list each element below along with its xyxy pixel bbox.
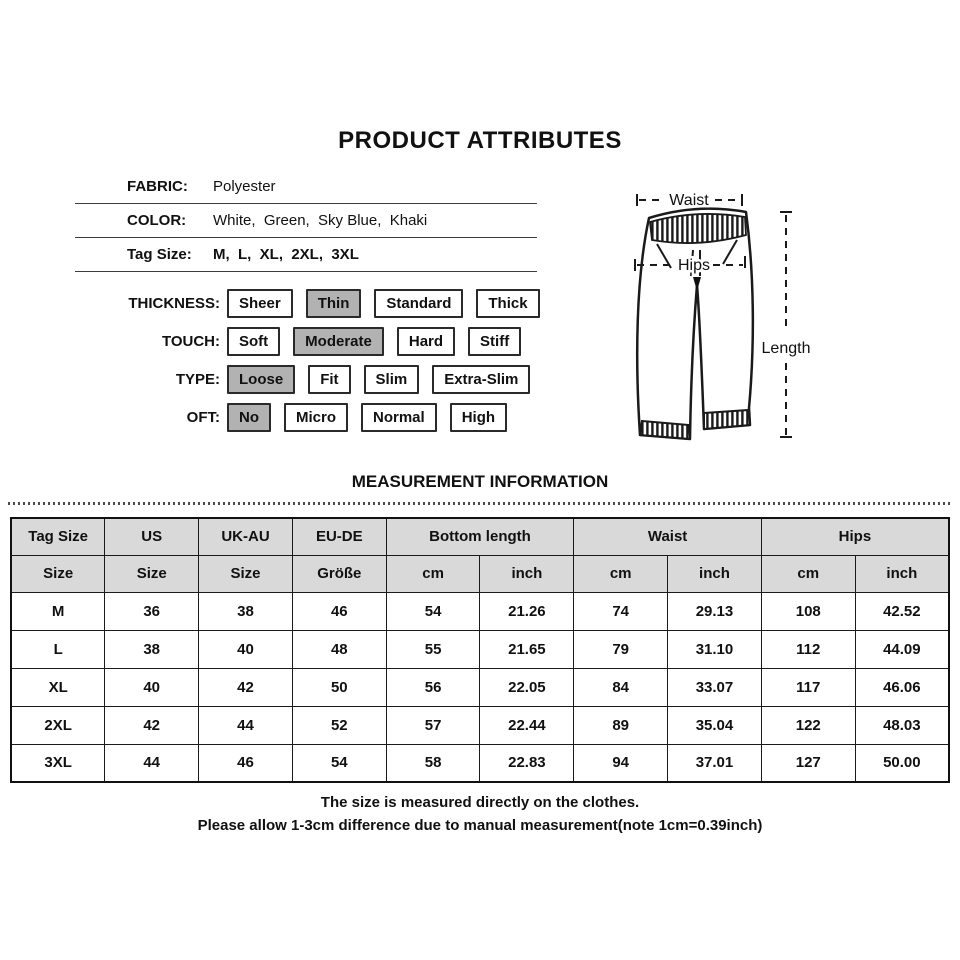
table-cell: 112 xyxy=(761,630,855,668)
option-row xyxy=(75,360,555,398)
size-table-subheader-cell: cm xyxy=(574,555,668,592)
option-row-label: TOUCH: xyxy=(161,332,220,350)
size-table-header-cell: Waist xyxy=(574,518,762,555)
option-no[interactable]: No xyxy=(227,403,271,432)
size-table-header-cell: Bottom length xyxy=(386,518,574,555)
table-cell: 94 xyxy=(574,744,668,782)
pants-measurement-diagram xyxy=(600,160,820,460)
field-label: Tag Size: xyxy=(127,246,192,263)
table-cell: 46 xyxy=(292,592,386,630)
size-table-subheader-cell: Size xyxy=(11,555,105,592)
table-cell: 38 xyxy=(105,630,199,668)
table-cell: XL xyxy=(11,668,105,706)
length-label: Length xyxy=(761,340,811,357)
left-cuff xyxy=(640,421,690,439)
table-row xyxy=(11,706,949,744)
option-slim[interactable]: Slim xyxy=(364,365,420,394)
table-cell: 127 xyxy=(761,744,855,782)
table-cell: L xyxy=(11,630,105,668)
table-cell: 74 xyxy=(574,592,668,630)
product-option-rows xyxy=(75,284,555,436)
table-cell: 48.03 xyxy=(855,706,949,744)
option-row xyxy=(75,284,555,322)
table-cell: 54 xyxy=(292,744,386,782)
attribute-field-row xyxy=(75,170,537,204)
option-buttons xyxy=(227,289,540,318)
option-thin[interactable]: Thin xyxy=(306,289,362,318)
table-cell: 50.00 xyxy=(855,744,949,782)
table-cell: 22.05 xyxy=(480,668,574,706)
page-title: PRODUCT ATTRIBUTES xyxy=(338,127,622,154)
table-cell: 22.83 xyxy=(480,744,574,782)
size-table-subheader-cell: inch xyxy=(855,555,949,592)
table-cell: 22.44 xyxy=(480,706,574,744)
table-cell: 79 xyxy=(574,630,668,668)
attribute-field-row xyxy=(75,238,537,272)
right-cuff xyxy=(704,410,750,429)
table-cell: 44.09 xyxy=(855,630,949,668)
table-cell: 44 xyxy=(105,744,199,782)
table-cell: 50 xyxy=(292,668,386,706)
option-standard[interactable]: Standard xyxy=(374,289,463,318)
table-cell: 3XL xyxy=(11,744,105,782)
size-table-header-cell: EU-DE xyxy=(292,518,386,555)
option-high[interactable]: High xyxy=(450,403,507,432)
option-buttons xyxy=(227,403,507,432)
option-soft[interactable]: Soft xyxy=(227,327,280,356)
table-cell: 42 xyxy=(199,668,293,706)
waist-label: Waist xyxy=(669,192,709,209)
table-cell: 46 xyxy=(199,744,293,782)
product-fields xyxy=(75,170,537,272)
table-cell: 89 xyxy=(574,706,668,744)
table-cell: 29.13 xyxy=(668,592,762,630)
option-extra-slim[interactable]: Extra-Slim xyxy=(432,365,530,394)
table-cell: 108 xyxy=(761,592,855,630)
footer-notes xyxy=(0,791,960,837)
option-micro[interactable]: Micro xyxy=(284,403,348,432)
size-table-header-row-2 xyxy=(11,555,949,592)
table-cell: 33.07 xyxy=(668,668,762,706)
table-cell: 48 xyxy=(292,630,386,668)
size-table-header-cell: Hips xyxy=(761,518,949,555)
table-cell: 122 xyxy=(761,706,855,744)
table-cell: 21.65 xyxy=(480,630,574,668)
option-loose[interactable]: Loose xyxy=(227,365,295,394)
table-cell: 52 xyxy=(292,706,386,744)
field-label: FABRIC: xyxy=(127,178,188,195)
size-table-header-cell: Tag Size xyxy=(11,518,105,555)
table-cell: 44 xyxy=(199,706,293,744)
table-cell: 54 xyxy=(386,592,480,630)
table-row xyxy=(11,668,949,706)
option-row-label: TYPE: xyxy=(175,370,220,388)
waistband-elastic xyxy=(650,214,746,243)
table-row xyxy=(11,744,949,782)
table-cell: 40 xyxy=(105,668,199,706)
footer-note-2: Please allow 1-3cm difference due to manual measurement(note 1cm=0.39inch) xyxy=(197,817,763,834)
table-cell: 31.10 xyxy=(668,630,762,668)
table-cell: 55 xyxy=(386,630,480,668)
field-label: COLOR: xyxy=(127,212,187,229)
table-cell: 46.06 xyxy=(855,668,949,706)
table-cell: 117 xyxy=(761,668,855,706)
size-table-header-row-1 xyxy=(11,518,949,555)
size-table xyxy=(10,517,950,783)
option-sheer[interactable]: Sheer xyxy=(227,289,293,318)
pants-diagram-svg xyxy=(600,160,820,460)
size-table-subheader-cell: cm xyxy=(386,555,480,592)
table-row xyxy=(11,630,949,668)
table-cell: 38 xyxy=(199,592,293,630)
table-cell: 37.01 xyxy=(668,744,762,782)
table-cell: M xyxy=(11,592,105,630)
option-row-label: OFT: xyxy=(186,408,220,426)
size-table-header-cell: US xyxy=(105,518,199,555)
field-value: M, L, XL, 2XL, 3XL xyxy=(213,246,359,263)
table-cell: 36 xyxy=(105,592,199,630)
option-thick[interactable]: Thick xyxy=(476,289,539,318)
table-cell: 42 xyxy=(105,706,199,744)
hips-label: Hips xyxy=(677,257,711,274)
option-hard[interactable]: Hard xyxy=(397,327,455,356)
table-cell: 57 xyxy=(386,706,480,744)
size-table-subheader-cell: Size xyxy=(105,555,199,592)
option-row-label: THICKNESS: xyxy=(128,294,220,312)
option-buttons xyxy=(227,327,521,356)
option-stiff[interactable]: Stiff xyxy=(468,327,521,356)
option-row xyxy=(75,398,555,436)
table-row xyxy=(11,592,949,630)
table-cell: 42.52 xyxy=(855,592,949,630)
size-table-subheader-cell: inch xyxy=(480,555,574,592)
size-table-subheader-cell: Größe xyxy=(292,555,386,592)
option-fit[interactable]: Fit xyxy=(308,365,350,394)
table-cell: 2XL xyxy=(11,706,105,744)
option-moderate[interactable]: Moderate xyxy=(293,327,384,356)
option-row xyxy=(75,322,555,360)
footer-note-1: The size is measured directly on the clothes. xyxy=(320,794,640,811)
size-table-subheader-cell: cm xyxy=(761,555,855,592)
table-cell: 35.04 xyxy=(668,706,762,744)
table-cell: 40 xyxy=(199,630,293,668)
measurement-section-title: MEASUREMENT INFORMATION xyxy=(351,472,609,491)
field-value: White, Green, Sky Blue, Khaki xyxy=(213,212,428,229)
table-cell: 21.26 xyxy=(480,592,574,630)
table-cell: 58 xyxy=(386,744,480,782)
attribute-field-row xyxy=(75,204,537,238)
table-cell: 56 xyxy=(386,668,480,706)
size-table-subheader-cell: Size xyxy=(199,555,293,592)
size-table-head xyxy=(11,518,949,592)
field-value: Polyester xyxy=(213,178,276,195)
dotted-divider xyxy=(8,502,952,505)
option-buttons xyxy=(227,365,530,394)
size-table-body xyxy=(11,592,949,782)
table-cell: 84 xyxy=(574,668,668,706)
option-normal[interactable]: Normal xyxy=(361,403,437,432)
size-table-subheader-cell: inch xyxy=(668,555,762,592)
size-table-header-cell: UK-AU xyxy=(199,518,293,555)
